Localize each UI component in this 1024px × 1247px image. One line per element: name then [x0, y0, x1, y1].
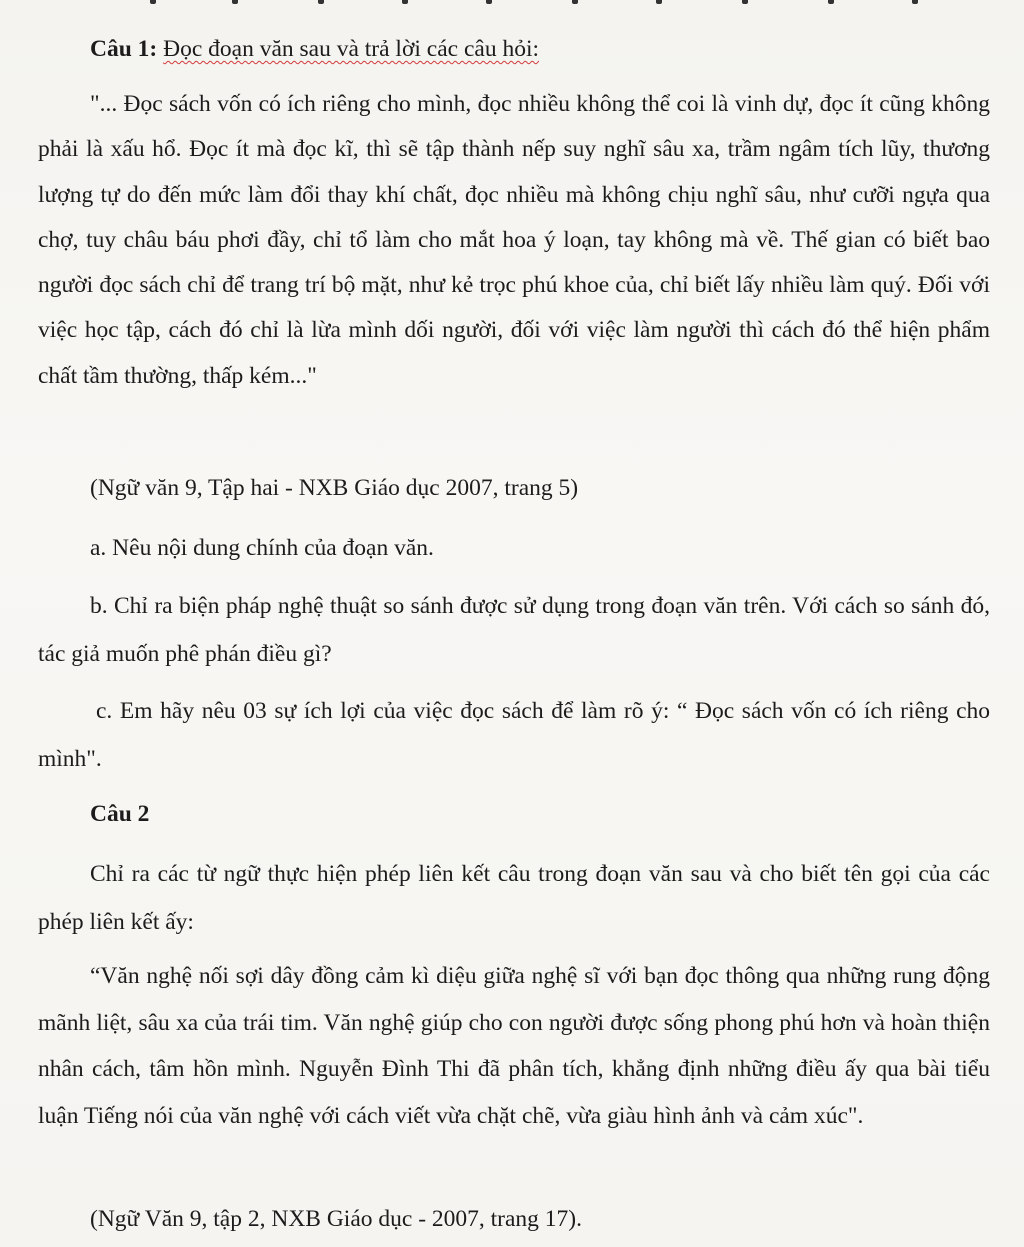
question-2-instruction: Chỉ ra các từ ngữ thực hiện phép liên kết câu trong đoạn văn sau và cho biết tên gọi của các phép liên kết ấy:: [38, 861, 990, 935]
question-1-part-c: c. Em hãy nêu 03 sự ích lợi của việc đọc sách để làm rõ ý: “ Đọc sách vốn có ích riêng cho mình".: [38, 698, 990, 772]
question-2-passage: “Văn nghệ nối sợi dây đồng cảm kì diệu giữa nghệ sĩ với bạn đọc thông qua những rung động mãnh liệt, sâu xa của trái tim. Văn nghệ giúp cho con người được sống phong phú hơn và hoàn thiện nhân cách, tâm hồn mình. Nguyễn Đình Thi đã phân tích, khẳng định những điều ấy qua bài tiểu luận Tiếng nói của văn nghệ với cách viết vừa chặt chẽ, vừa giàu hình ảnh và cảm xúc".: [38, 963, 990, 1129]
question-1-source: (Ngữ văn 9, Tập hai - NXB Giáo dục 2007, trang 5): [90, 475, 579, 501]
question-2-heading: Câu 2: [90, 801, 150, 827]
question-1-heading: Câu 1:: [90, 36, 158, 62]
question-1-part-a: a. Nêu nội dung chính của đoạn văn.: [90, 535, 434, 561]
question-1-part-b: b. Chỉ ra biện pháp nghệ thuật so sánh được sử dụng trong đoạn văn trên. Với cách so sánh đó, tác giả muốn phê phán điều gì?: [38, 593, 990, 667]
question-1-header: [38, 27, 990, 73]
question-1-passage: "... Đọc sách vốn có ích riêng cho mình, đọc nhiều không thể coi là vinh dự, đọc ít cũng không phải là xấu hổ. Đọc ít mà đọc kĩ, thì sẽ tập thành nếp suy nghĩ sâu xa, trầm ngâm tích lũy, thương lượng tự do đến mức làm đổi thay khí chất, đọc nhiều mà không chịu nghĩ sâu, như cưỡi ngựa qua chợ, tuy châu báu phơi đầy, chỉ tổ làm cho mắt hoa ý loạn, tay không mà về. Thế gian có biết bao người đọc sách chỉ để trang trí bộ mặt, như kẻ trọc phú khoe của, chỉ biết lấy nhiều làm quý. Đối với việc học tập, cách đó chỉ là lừa mình dối người, đối với việc làm người thì cách đó thể hiện phẩm chất tầm thường, thấp kém...": [38, 91, 990, 389]
cropped-previous-line: [0, 0, 1024, 10]
question-1-instruction: Đọc đoạn văn sau và trả lời các câu hỏi:: [163, 36, 539, 62]
question-2-source: (Ngữ Văn 9, tập 2, NXB Giáo dục - 2007, trang 17).: [90, 1206, 583, 1232]
